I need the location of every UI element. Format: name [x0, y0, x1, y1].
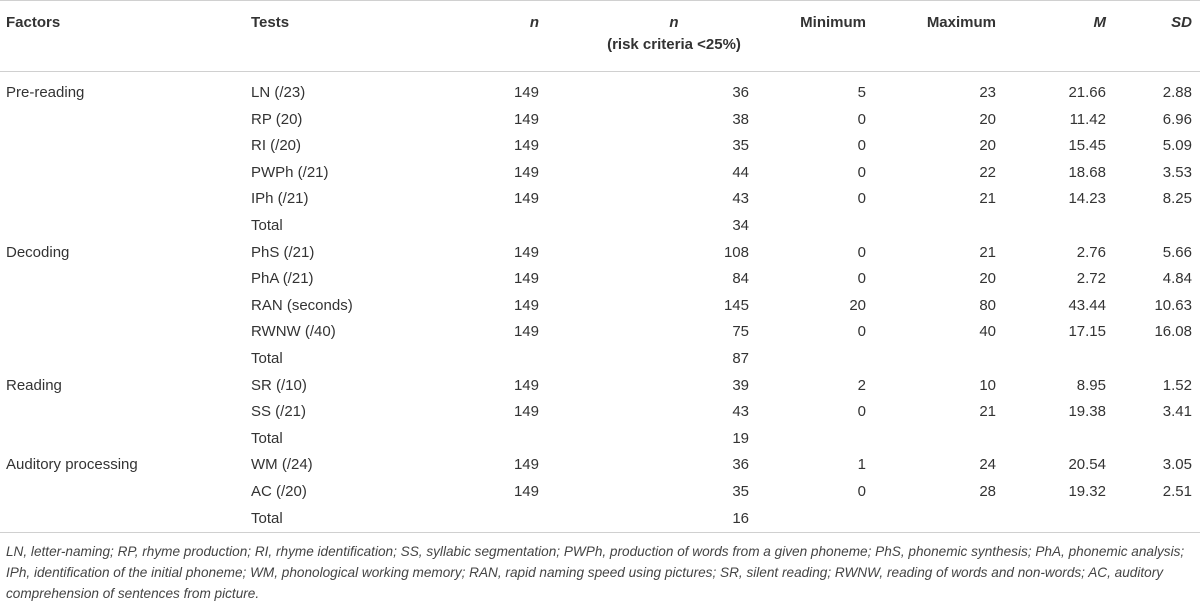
table-row [0, 506, 1200, 533]
cell-minimum: 2 [857, 376, 866, 394]
cell-mean [996, 346, 1106, 373]
cell-factor [0, 186, 251, 213]
cell-sd: 4.84 [1162, 270, 1192, 288]
cell-minimum [749, 426, 866, 453]
cell-test: RI (/20) [251, 137, 302, 155]
header-sd: SD [1171, 14, 1192, 31]
cell-test: Total [251, 509, 283, 527]
header-tests: Tests [251, 14, 290, 31]
cell-sd: 8.25 [1162, 190, 1192, 208]
table-header [0, 1, 1200, 72]
cell-sd: 1.52 [1162, 376, 1192, 394]
cell-factor [0, 426, 251, 453]
header-row [0, 1, 1200, 72]
cell-sd: 2.88 [1162, 84, 1192, 101]
cell-mean: 8.95 [1076, 376, 1106, 394]
cell-sd: 6.96 [1162, 110, 1192, 128]
cell-factor [0, 213, 251, 240]
cell-sd: 10.63 [1154, 296, 1192, 314]
cell-mean: 43.44 [1068, 296, 1106, 314]
cell-n-risk: 44 [732, 163, 749, 181]
cell-sd [1106, 506, 1200, 533]
cell-n [451, 426, 539, 453]
cell-test: SS (/21) [251, 403, 307, 421]
cell-minimum: 0 [857, 190, 866, 208]
table-footnote: LN, letter-naming; RP, rhyme production; RI, rhyme identification; SS, syllabic segmentation; PWPh, production of words from a given phoneme; PhS, phonemic synthesis; PhA, phonemic analysis; IPh, identification of the initial phoneme; WM, phonological working memory; RAN, rapid naming speed using pictures; SR, silent reading; RWNW, reading of words and non-words; AC, auditory comprehension of sentences from picture. [6, 544, 1185, 601]
cell-n-risk: 16 [732, 509, 749, 527]
cell-factor [0, 319, 251, 346]
cell-n-risk: 75 [732, 323, 749, 341]
table-row [0, 346, 1200, 373]
cell-factor: Pre-reading [6, 84, 85, 101]
cell-maximum [866, 346, 996, 373]
cell-n: 149 [513, 456, 539, 474]
cell-n: 149 [513, 163, 539, 181]
cell-n-risk: 36 [732, 456, 749, 474]
cell-sd [1106, 213, 1200, 240]
cell-n-risk: 34 [732, 216, 749, 234]
cell-maximum: 21 [979, 243, 996, 261]
cell-n: 149 [513, 403, 539, 421]
cell-mean: 15.45 [1068, 137, 1106, 155]
cell-test: Total [251, 349, 283, 367]
cell-factor [0, 506, 251, 533]
cell-factor [0, 293, 251, 320]
cell-factor [0, 160, 251, 187]
cell-minimum: 0 [857, 110, 866, 128]
cell-test: RWNW (/40) [251, 323, 336, 341]
cell-test: SR (/10) [251, 376, 307, 394]
cell-sd [1106, 346, 1200, 373]
cell-n-risk: 87 [732, 349, 749, 367]
cell-test: Total [251, 216, 283, 234]
cell-maximum: 80 [979, 296, 996, 314]
header-factors: Factors [6, 14, 61, 31]
cell-maximum: 28 [979, 482, 996, 500]
cell-minimum: 0 [857, 243, 866, 261]
cell-sd: 5.66 [1162, 243, 1192, 261]
cell-minimum: 20 [849, 296, 866, 314]
cell-factor [0, 399, 251, 426]
cell-maximum [866, 506, 996, 533]
cell-factor [0, 346, 251, 373]
cell-n: 149 [513, 84, 539, 101]
cell-n: 149 [513, 137, 539, 155]
cell-test: RAN (seconds) [251, 296, 353, 314]
cell-test: AC (/20) [251, 482, 307, 500]
cell-maximum: 20 [979, 110, 996, 128]
cell-maximum: 21 [979, 190, 996, 208]
cell-n-risk: 39 [732, 376, 749, 394]
cell-n-risk: 38 [732, 110, 749, 128]
table-row [0, 452, 1200, 479]
cell-factor: Auditory processing [6, 456, 138, 474]
table-row [0, 186, 1200, 213]
cell-maximum: 21 [979, 403, 996, 421]
cell-minimum: 0 [857, 270, 866, 288]
cell-minimum: 0 [857, 163, 866, 181]
cell-n [451, 213, 539, 240]
cell-n-risk: 43 [732, 403, 749, 421]
header-mean: M [1093, 14, 1106, 31]
cell-n-risk: 145 [723, 296, 749, 314]
cell-n: 149 [513, 296, 539, 314]
cell-n [451, 346, 539, 373]
cell-sd: 16.08 [1154, 323, 1192, 341]
cell-factor [0, 107, 251, 134]
table-row [0, 479, 1200, 506]
cell-n-risk: 108 [723, 243, 749, 261]
cell-maximum: 10 [979, 376, 996, 394]
cell-maximum: 24 [979, 456, 996, 474]
cell-mean: 21.66 [1068, 84, 1106, 101]
cell-sd: 5.09 [1162, 137, 1192, 155]
cell-factor: Decoding [6, 243, 70, 261]
cell-n: 149 [513, 323, 539, 341]
cell-minimum [749, 506, 866, 533]
cell-sd: 2.51 [1162, 482, 1192, 500]
cell-mean: 17.15 [1068, 323, 1106, 341]
cell-minimum: 0 [857, 482, 866, 500]
cell-sd: 3.53 [1162, 163, 1192, 181]
table-row [0, 373, 1200, 400]
cell-test: RP (20) [251, 110, 303, 128]
table-row [0, 133, 1200, 160]
cell-maximum: 23 [979, 84, 996, 101]
table-row [0, 160, 1200, 187]
cell-sd [1106, 426, 1200, 453]
cell-minimum: 0 [857, 403, 866, 421]
cell-test: WM (/24) [251, 456, 313, 474]
cell-n-risk: 43 [732, 190, 749, 208]
cell-n-risk: 36 [732, 84, 749, 101]
cell-n [451, 506, 539, 533]
table-row [0, 319, 1200, 346]
cell-factor [0, 133, 251, 160]
cell-mean: 2.76 [1076, 243, 1106, 261]
table-row [0, 80, 1200, 107]
cell-sd: 3.41 [1162, 403, 1192, 421]
cell-mean: 11.42 [1069, 110, 1106, 128]
header-n: n [529, 14, 539, 31]
cell-mean: 19.32 [1068, 482, 1106, 500]
cell-factor [0, 266, 251, 293]
cell-n: 149 [513, 482, 539, 500]
cell-n-risk: 35 [732, 137, 749, 155]
cell-minimum [749, 213, 866, 240]
table-row [0, 240, 1200, 267]
spacer-row [0, 72, 1200, 81]
cell-sd: 3.05 [1162, 456, 1192, 474]
cell-maximum: 20 [979, 270, 996, 288]
cell-factor: Reading [6, 376, 62, 394]
table-row [0, 399, 1200, 426]
cell-minimum: 0 [857, 137, 866, 155]
cell-n-risk: 19 [732, 429, 749, 447]
cell-test: PhS (/21) [251, 243, 315, 261]
cell-maximum: 40 [979, 323, 996, 341]
cell-maximum [866, 426, 996, 453]
cell-n: 149 [513, 270, 539, 288]
cell-n: 149 [513, 110, 539, 128]
cell-minimum: 1 [857, 456, 866, 474]
header-minimum: Minimum [800, 14, 866, 31]
header-n-risk-sub: (risk criteria <25%) [607, 36, 741, 53]
cell-minimum [749, 346, 866, 373]
cell-n: 149 [513, 243, 539, 261]
cell-mean [996, 426, 1106, 453]
cell-mean [996, 213, 1106, 240]
cell-maximum: 20 [979, 137, 996, 155]
cell-mean: 18.68 [1068, 163, 1106, 181]
table-row [0, 107, 1200, 134]
cell-maximum: 22 [979, 163, 996, 181]
cell-mean: 14.23 [1068, 190, 1106, 208]
cell-mean [996, 506, 1106, 533]
table-row [0, 426, 1200, 453]
cell-test: IPh (/21) [251, 190, 309, 208]
cell-minimum: 5 [857, 84, 866, 101]
header-maximum: Maximum [926, 14, 996, 31]
header-n-risk: n (risk criteria <25%) [539, 1, 749, 72]
cell-minimum: 0 [857, 323, 866, 341]
cell-n: 149 [513, 190, 539, 208]
table-row [0, 213, 1200, 240]
cell-mean: 20.54 [1068, 456, 1106, 474]
table-body [0, 72, 1200, 533]
cell-n-risk: 35 [732, 482, 749, 500]
cell-n: 149 [513, 376, 539, 394]
cell-mean: 2.72 [1076, 270, 1106, 288]
table-row [0, 266, 1200, 293]
cell-test: LN (/23) [251, 84, 306, 101]
cell-mean: 19.38 [1068, 403, 1106, 421]
cell-factor [0, 479, 251, 506]
cell-n-risk: 84 [732, 270, 749, 288]
cell-test: Total [251, 429, 283, 447]
cell-maximum [866, 213, 996, 240]
cell-test: PWPh (/21) [251, 163, 329, 181]
cell-test: PhA (/21) [251, 270, 314, 288]
table-row [0, 293, 1200, 320]
